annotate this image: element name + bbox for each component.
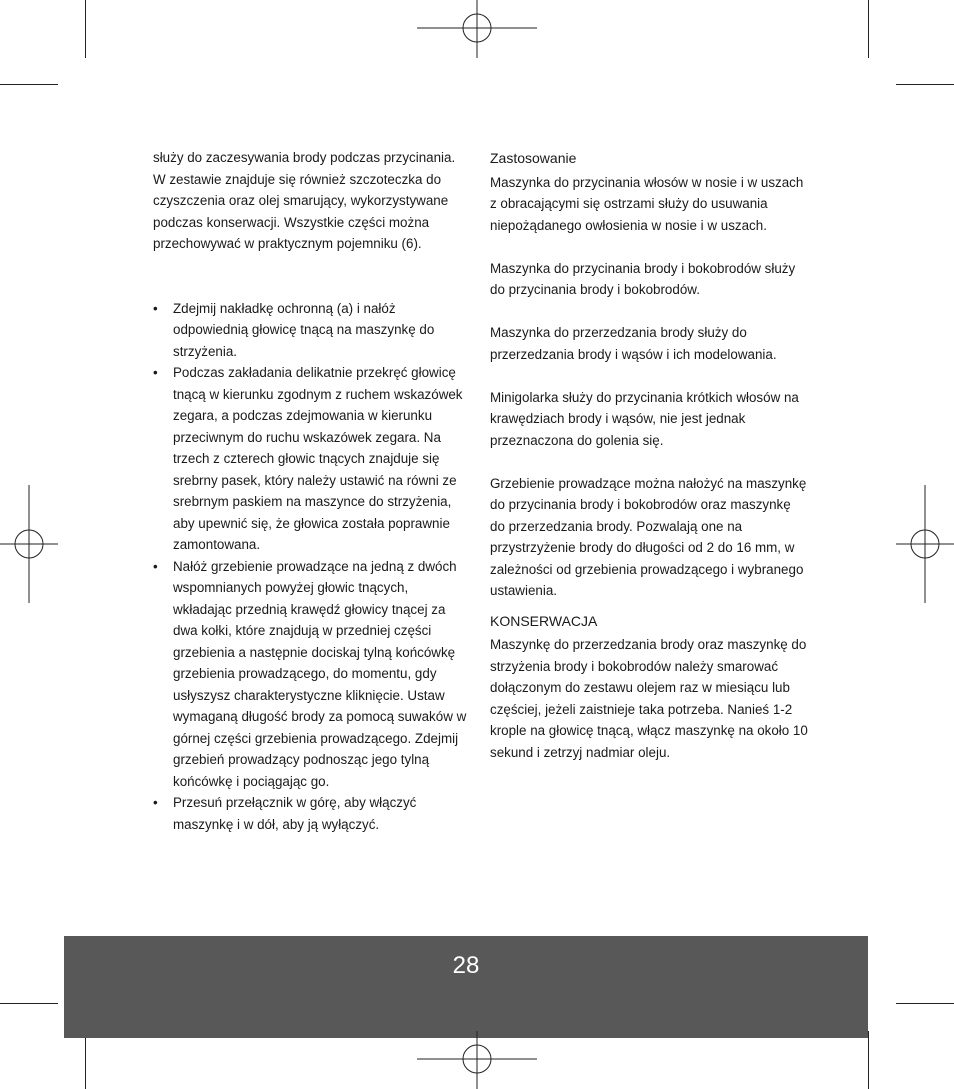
crop-mark-bottom-left-horizontal bbox=[0, 1003, 58, 1004]
page-number: 28 bbox=[452, 952, 480, 979]
registration-mark-bottom-icon bbox=[417, 1031, 537, 1089]
crop-mark-top-left-horizontal bbox=[0, 84, 58, 85]
list-item: • Zdejmij nakładkę ochronną (a) i nałóż odpowiednią głowicę tnącą na maszynkę do strzyżenia. bbox=[153, 298, 468, 363]
usage-paragraph: Maszynka do przycinania włosów w nosie i w uszach z obracającymi się ostrzami służy do usuwania niepożądanego owłosienia w nosie i w uszach. bbox=[490, 174, 804, 233]
crop-mark-bottom-right-horizontal bbox=[896, 1003, 954, 1004]
crop-mark-bottom-right-vertical bbox=[868, 1031, 869, 1089]
crop-mark-top-right-vertical bbox=[868, 0, 869, 58]
list-item: • Podczas zakładania delikatnie przekręć głowicę tnącą w kierunku zgodnym z ruchem wskazówek zegara, a podczas zdejmowania w kierunku przeciwnym do ruchu wskazówek zegara. Na trzech z czterech głowic tnących znajduje się srebrny pasek, który należy ustawić na równi ze srebrnym paskiem na maszynce do strzyżenia, aby upewnić się, że głowica została poprawnie zamontowana. bbox=[153, 362, 468, 556]
list-item: • Przesuń przełącznik w górę, aby włączyć maszynkę i w dół, aby ją wyłączyć. bbox=[153, 792, 468, 835]
maintenance-paragraph: Maszynkę do przerzedzania brody oraz maszynkę do strzyżenia brody i bokobrodów należy smarować dołączonym do zestawu olejem raz w miesiącu lub częściej, jeżeli zaistnieje taka potrzeba. Nanieś 1-2 krople na głowicę tnącą, włącz maszynkę na około 10 sekund i zetrzyj nadmiar oleju. bbox=[490, 637, 808, 760]
usage-paragraph: Maszynka do przerzedzania brody służy do przerzedzania brody i wąsów i ich modelowania. bbox=[490, 325, 777, 362]
registration-mark-left-icon bbox=[0, 485, 58, 603]
intro-paragraph: służy do zaczesywania brody podczas przycinania. W zestawie znajduje się również szczoteczka do czyszczenia oraz olej smarujący, wykorzystywane podczas konserwacji. Wszystkie części można przechowywać w praktycznym pojemniku (6). bbox=[153, 150, 456, 251]
list-item: • Nałóż grzebienie prowadzące na jedną z dwóch wspomnianych powyżej głowic tnących, wkładając przednią krawędź głowicy tnącej za dwa kołki, które znajdują w przedniej części grzebienia a następnie dociskaj tylną końcówkę grzebienia prowadzącego, do momentu, gdy usłyszysz charakterystyczne kliknięcie. Ustaw wymaganą długość brody za pomocą suwaków w górnej części grzebienia prowadzącego. Zdejmij grzebień prowadzący podnosząc jego tylną końcówkę i pociągając go. bbox=[153, 556, 468, 793]
maintenance-heading: KONSERWACJA bbox=[490, 612, 598, 629]
crop-mark-bottom-left-vertical bbox=[85, 1031, 86, 1089]
left-column bbox=[153, 147, 468, 835]
usage-paragraph: Minigolarka służy do przycinania krótkich włosów na krawędziach brody i wąsów, nie jest jednak przeznaczona do golenia się. bbox=[490, 389, 799, 448]
right-column bbox=[490, 148, 808, 763]
crop-mark-top-left-vertical bbox=[85, 0, 86, 58]
registration-mark-right-icon bbox=[896, 485, 954, 603]
crop-mark-top-right-horizontal bbox=[896, 84, 954, 85]
footer-band bbox=[64, 936, 868, 1038]
instruction-list bbox=[153, 298, 468, 836]
usage-paragraph: Maszynka do przycinania brody i bokobrodów służy do przycinania brody i bokobrodów. bbox=[490, 260, 796, 297]
usage-paragraph: Grzebienie prowadzące można nałożyć na maszynkę do przycinania brody i bokobrodów oraz maszynkę do przerzedzania brody. Pozwalają one na przystrzyżenie brody do długości od 2 do 16 mm, w zależności od grzebienia prowadzącego i wybranego ustawienia. bbox=[490, 475, 807, 598]
registration-mark-top-icon bbox=[417, 0, 537, 58]
usage-heading: Zastosowanie bbox=[490, 150, 577, 166]
